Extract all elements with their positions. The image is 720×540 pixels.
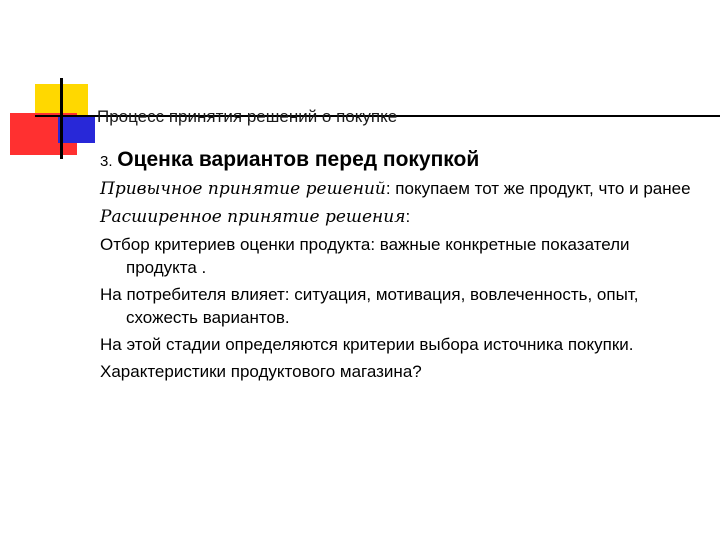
list-item: Характеристики продуктового магазина? [100, 362, 422, 381]
decor-vertical-line [60, 78, 63, 159]
list-item: Отбор критериев оценки продукта: важные конкретные показатели продукта . [100, 235, 630, 277]
slide-body [100, 148, 700, 387]
extended-decision-term: Расширенное принятие решения [100, 207, 406, 227]
section-heading [100, 148, 700, 173]
habitual-decision-text: : покупаем тот же продукт, что и ранее [385, 179, 691, 198]
section-number: 3. [100, 153, 113, 170]
slide-title: Процесс принятия решений о покупке [97, 107, 398, 126]
habitual-decision-term: Привычное принятие решений [100, 179, 386, 199]
section-heading-text: Оценка вариантов перед покупкой [117, 148, 480, 171]
habitual-decision [100, 177, 700, 201]
list-item: На этой стадии определяются критерии выбора источника покупки. [100, 335, 634, 354]
decor-blue-square [58, 115, 95, 143]
extended-decision-text: : [405, 207, 411, 226]
list-item: На потребителя влияет: ситуация, мотивация, вовлеченность, опыт, схожесть вариантов. [100, 285, 639, 327]
extended-decision [100, 205, 700, 229]
